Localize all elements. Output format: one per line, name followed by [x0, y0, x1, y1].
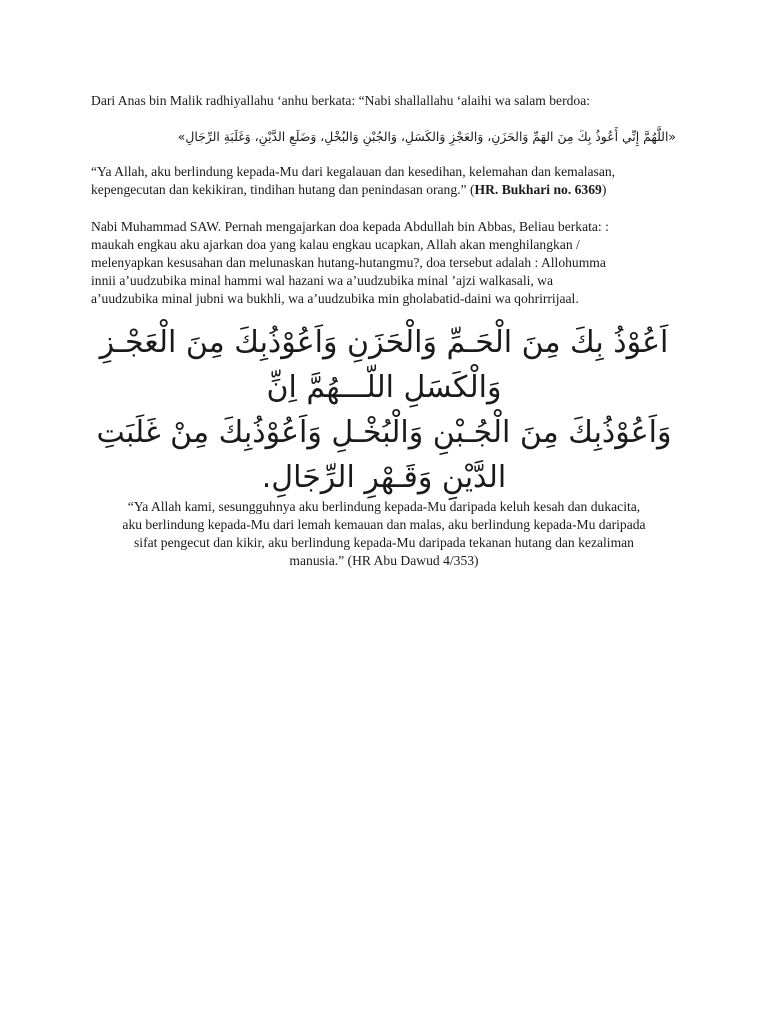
paragraph-line: Nabi Muhammad SAW. Pernah mengajarkan doa kepada Abdullah bin Abbas, Beliau berkata: : — [91, 219, 609, 234]
translation-text: kepengecutan dan kekikiran, tindihan hutang dan penindasan orang.” ( — [91, 182, 475, 197]
paragraph-line: innii a’uudzubika minal hammi wal hazani wa a’uudzubika minal ’ajzi walkasali, wa — [91, 273, 554, 288]
arabic-line: وَالْكَسَلِ اللّـــهُمَّ اِنِّ — [266, 370, 502, 405]
arabic-line: الدَّيْنِ وَقَـهْرِ الرِّجَالِ. — [261, 460, 507, 495]
paragraph-line: melenyapkan kesusahan dan melunaskan hutang-hutangmu?, doa tersebut adalah : Allohumma — [91, 255, 606, 270]
translation-line: sifat pengecut dan kikir, aku berlindung kepada-Mu daripada tekanan hutang dan kezaliman — [134, 535, 634, 550]
translation-line: manusia.” (HR Abu Dawud 4/353) — [289, 553, 479, 568]
arabic-doa-large — [88, 320, 680, 500]
translation-line: aku berlindung kepada-Mu dari lemah kemauan dan malas, aku berlindung kepada-Mu daripada — [122, 517, 646, 532]
intro-text: Dari Anas bin Malik radhiyallahu ‘anhu berkata: “Nabi shallallahu ‘alaihi wa salam berdoa: — [91, 93, 591, 108]
translation-abu-dawud — [78, 498, 690, 570]
translation-line — [91, 181, 691, 199]
paragraph-line: maukah engkau aku ajarkan doa yang kalau engkau ucapkan, Allah akan menghilangkan / — [91, 237, 580, 252]
paragraph-line: a’uudzubika minal jubni wa bukhli, wa a’uudzubika min gholabatid-daini wa qohrirrijaal. — [91, 291, 579, 306]
arabic-line: اَعُوْذُ بِكَ مِنَ الْحَـمِّ وَالْحَزَنِ وَاَعُوْذُبِكَ مِنَ الْعَجْـزِ — [99, 325, 669, 360]
translation-line: “Ya Allah, aku berlindung kepada-Mu dari kegalauan dan kesedihan, kelemahan dan kemalasan, — [91, 164, 616, 179]
translation-bukhari — [91, 163, 691, 199]
arabic-line: وَاَعُوْذُبِكَ مِنَ الْجُـبْنِ وَالْبُخْـلِ وَاَعُوْذُبِكَ مِنْ غَلَبَتِ — [96, 415, 672, 450]
arabic-doa-bukhari: «اللَّهُمَّ إِنِّي أَعُوذُ بِكَ مِنَ الهَمِّ وَالحَزَنِ، وَالعَجْزِ وَالكَسَلِ، وَالجُبْنِ وَالبُخْلِ، وَضَلَعِ الدَّيْنِ، وَغَلَبَةِ الرِّجَالِ» — [177, 129, 676, 144]
translation-line: “Ya Allah kami, sesungguhnya aku berlindung kepada-Mu daripada keluh kesah dan dukacita, — [127, 499, 641, 514]
narration-paragraph — [91, 218, 691, 308]
closing-paren: ) — [601, 182, 607, 197]
hadith-reference: HR. Bukhari no. 6369 — [474, 182, 602, 197]
